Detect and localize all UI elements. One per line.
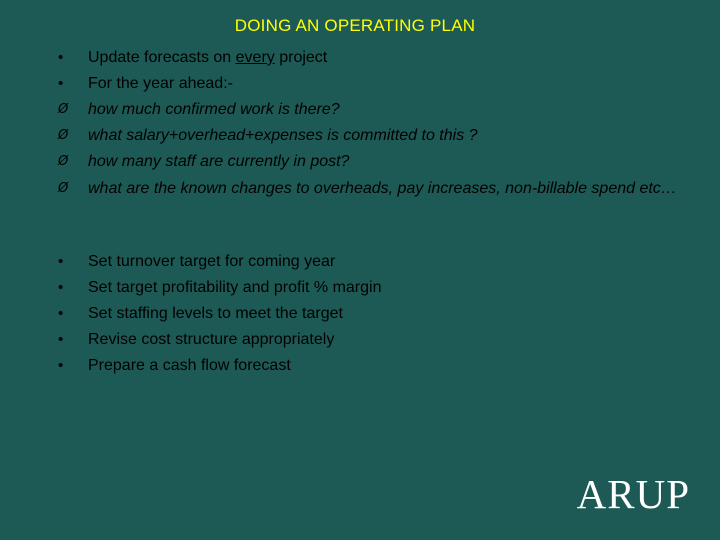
bullet-marker: •: [58, 279, 64, 296]
list-item-text: what are the known changes to overheads, pay increases, non-billable spend etc…: [88, 180, 677, 197]
list-item-emphasis: every: [235, 49, 275, 66]
list-item: [58, 275, 688, 301]
list-item: [58, 123, 688, 149]
bullet-marker: •: [58, 305, 64, 322]
bullet-list-forecast: [58, 45, 688, 199]
list-item: [58, 353, 688, 379]
list-item: [58, 97, 688, 123]
list-item: [58, 249, 688, 275]
arrow-bullet-marker: Ø: [58, 128, 69, 143]
slide-title: DOING AN OPERATING PLAN: [234, 16, 476, 35]
list-item-text-after: project: [274, 49, 328, 66]
bullet-marker: •: [58, 357, 64, 374]
bullet-marker: •: [58, 331, 64, 348]
list-item-text: For the year ahead:-: [88, 75, 233, 92]
bullet-marker: •: [58, 75, 64, 92]
list-item-text: Prepare a cash flow forecast: [88, 357, 291, 374]
bullet-list-targets: [58, 249, 688, 379]
arrow-bullet-marker: Ø: [58, 154, 69, 169]
list-item-text: Revise cost structure appropriately: [88, 331, 335, 348]
bullet-marker: •: [58, 253, 64, 270]
list-item-text: Set staffing levels to meet the target: [88, 305, 343, 322]
list-item-text: how many staff are currently in post?: [88, 153, 350, 170]
list-item: [58, 45, 688, 71]
list-item-text: Set turnover target for coming year: [88, 253, 336, 270]
list-item-text-before: Update forecasts on: [88, 49, 236, 66]
arup-logo: ARUP: [576, 471, 690, 517]
list-item: [58, 327, 688, 353]
list-item: [58, 149, 688, 175]
list-item-text: what salary+overhead+expenses is committed to this ?: [88, 127, 478, 144]
arrow-bullet-marker: Ø: [58, 181, 69, 196]
list-item-text: how much confirmed work is there?: [88, 101, 340, 118]
list-item: [58, 175, 688, 199]
list-item: [58, 301, 688, 327]
list-item: [58, 71, 688, 97]
list-item-text: Set target profitability and profit % margin: [88, 279, 382, 296]
arrow-bullet-marker: Ø: [58, 102, 69, 117]
bullet-marker: •: [58, 49, 64, 66]
